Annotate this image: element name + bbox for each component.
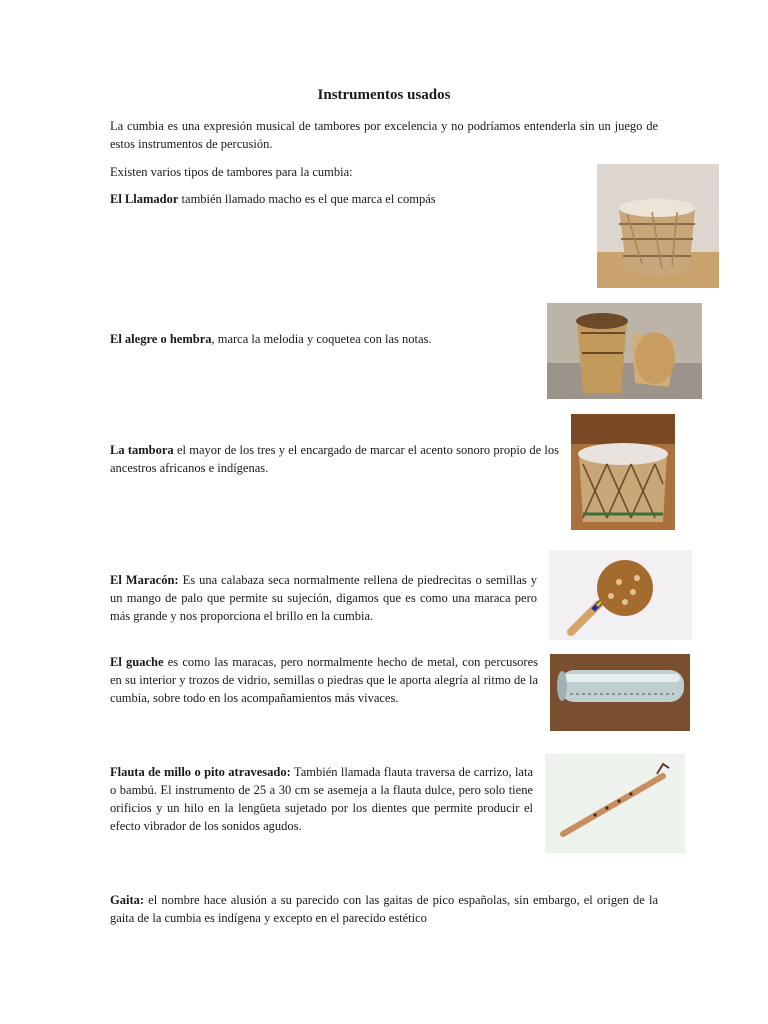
desc-maracon: Es una calabaza seca normalmente rellena de piedrecitas o semillas y un mango de palo que permite su sujeción, digamos que es como una maraca pero más grande y nos proporciona el brillo en la cumbia. [110, 573, 537, 623]
term-maracon: El Maracón: [110, 573, 179, 587]
instrument-tambora [110, 441, 559, 477]
term-alegre: El alegre o hembra [110, 332, 212, 346]
guache-photo [550, 654, 690, 731]
instrument-alegre [110, 330, 540, 348]
intro-paragraph: La cumbia es una expresión musical de tambores por excelencia y no podríamos entenderla sin un juego de estos instrumentos de percusión. [110, 119, 658, 151]
maracon-photo [549, 550, 692, 640]
term-gaita: Gaita: [110, 893, 145, 907]
term-guache: El guache [110, 655, 164, 669]
flauta-millo-photo [545, 754, 685, 853]
instrument-llamador [110, 190, 590, 208]
page-title: Instrumentos usados [317, 87, 451, 103]
term-tambora: La tambora [110, 443, 174, 457]
desc-guache: es como las maracas, pero normalmente hecho de metal, con percusores en su interior y trozos de vidrio, semillas o piedras que le aporta alegría al ritmo de la cumbia, sobre todo en los acompañamientos más vivaces. [110, 655, 539, 705]
instrument-guache [110, 653, 538, 707]
instrument-gaita [110, 891, 658, 927]
alegre-drums-photo [547, 303, 702, 399]
term-flauta-millo: Flauta de millo o pito atravesado: [110, 765, 291, 779]
desc-alegre: , marca la melodia y coquetea con las notas. [211, 332, 432, 346]
desc-gaita: el nombre hace alusión a su parecido con las gaitas de pico españolas, sin embargo, el origen de la gaita de la cumbia es indígena y excepto en el parecido estético [110, 893, 658, 925]
tambora-drum-photo [571, 414, 675, 530]
instrument-flauta-millo [110, 763, 533, 835]
llamador-drum-photo [597, 164, 719, 288]
desc-llamador: también llamado macho es el que marca el compás [178, 192, 436, 206]
desc-tambora: el mayor de los tres y el encargado de marcar el acento sonoro propio de los ancestros africanos e indígenas. [110, 443, 559, 475]
instrument-maracon [110, 571, 537, 625]
term-llamador: El Llamador [110, 192, 179, 206]
desc-flauta-millo: También llamada flauta traversa de carrizo, lata o bambú. El instrumento de 25 a 30 cm se asemeja a la flauta dulce, pero solo tiene orificios y un hilo en la lengüeta sujetado por los dientes que permite producir el efecto vibrador de los sonidos agudos. [110, 765, 533, 833]
types-intro: Existen varios tipos de tambores para la cumbia: [110, 165, 353, 179]
